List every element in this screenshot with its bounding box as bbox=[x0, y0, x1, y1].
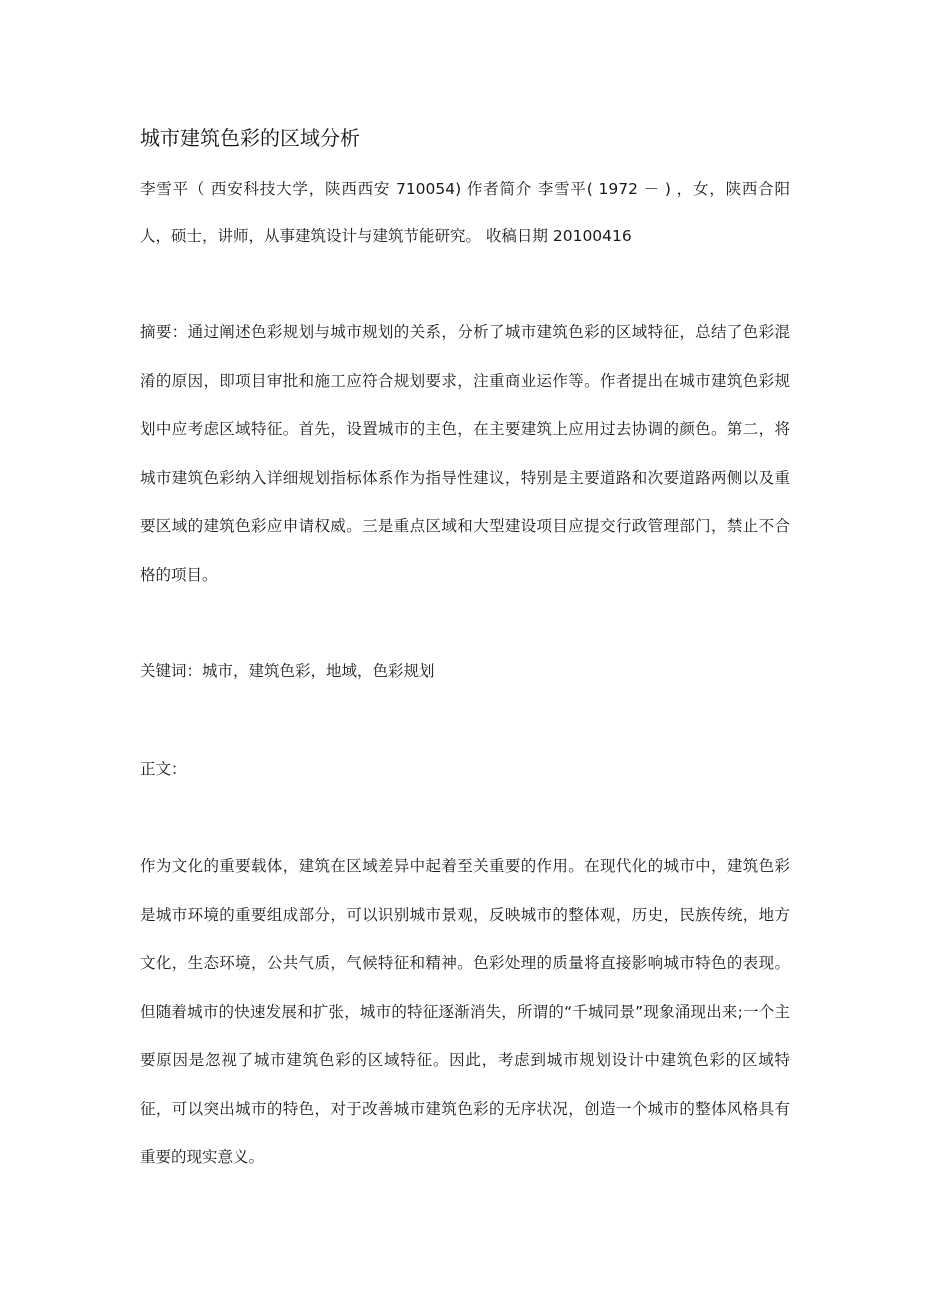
body-paragraph: 作为文化的重要载体，建筑在区域差异中起着至关重要的作用。在现代化的城市中，建筑色彩是城市环境的重要组成部分，可以识别城市景观，反映城市的整体观，历史，民族传统，地方文化，生态环境，公共气质，气候特征和精神。色彩处理的质量将直接影响城市特色的表现。但随着城市的快速发展和扩张，城市的特征逐渐消失，所谓的“千城同景”现象涌现出来;一个主要原因是忽视了城市建筑色彩的区域特征。因此，考虑到城市规划设计中建筑色彩的区域特征，可以突出城市的特色，对于改善城市建筑色彩的无序状况，创造一个城市的整体风格具有重要的现实意义。 bbox=[140, 857, 790, 1166]
keywords-line: 关键词：城市，建筑色彩，地域，色彩规划 bbox=[140, 662, 435, 680]
document-title: 城市建筑色彩的区域分析 bbox=[140, 126, 360, 150]
abstract-paragraph: 摘要：通过阐述色彩规划与城市规划的关系，分析了城市建筑色彩的区域特征，总结了色彩混淆的原因，即项目审批和施工应符合规划要求，注重商业运作等。作者提出在城市建筑色彩规划中应考虑区域特征。首先，设置城市的主色，在主要建筑上应用过去协调的颜色。第二，将城市建筑色彩纳入详细规划指标体系作为指导性建议，特别是主要道路和次要道路两侧以及重要区域的建筑色彩应申请权威。三是重点区域和大型建设项目应提交行政管理部门，禁止不合格的项目。 bbox=[140, 323, 790, 584]
author-info: 李雪平（ 西安科技大学，陕西西安 710054) 作者简介 李雪平( 1972 － ) ，女，陕西合阳人，硕士，讲师，从事建筑设计与建筑节能研究。 收稿日期 20100416 bbox=[140, 180, 790, 245]
body-label: 正文： bbox=[140, 760, 187, 778]
